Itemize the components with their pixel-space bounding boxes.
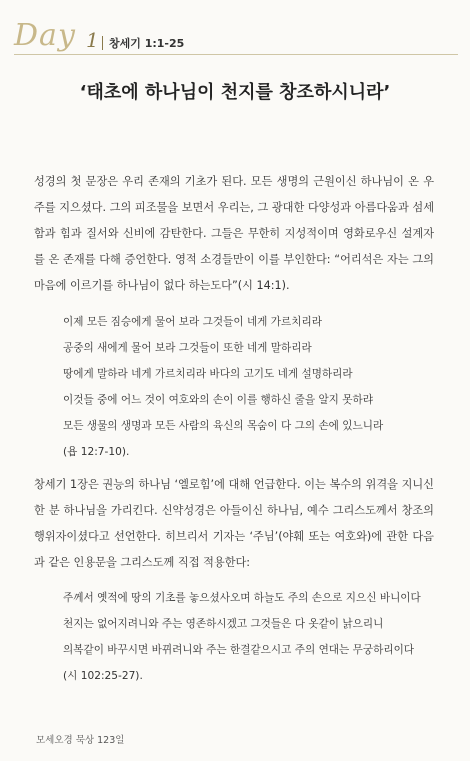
page-title: ‘태초에 하나님이 천지를 창조하시니라’ — [79, 82, 391, 103]
quote-line: 천지는 없어지려니와 주는 영존하시겠고 그것들은 다 옷같이 낡으리니 — [63, 618, 384, 630]
quote-block-1 — [63, 309, 443, 465]
day-label: Day — [14, 18, 76, 53]
quote-block-2 — [63, 585, 443, 689]
header-divider — [102, 36, 103, 50]
quote-citation: (시 102:25-27). — [63, 670, 143, 682]
paragraph-1: 성경의 첫 문장은 우리 존재의 기초가 된다. 모든 생명의 근원이신 하나님이 온 우주를 지으셨다. 그의 피조물을 보면서 우리는, 그 광대한 다양성과 아름다움과 섬세함과 힘과 질서와 신비에 감탄한다. 그들은 무한히 지성적이며 영화로우신 설계자를 온 존재를 다해 증언한다. 영적 소경들만이 이를 부인한다: “어리석은 자는 그의 마음에 이르기를 하나님이 없다 하는도다”(시 14:1). — [34, 175, 434, 292]
quote-line: 이제 모든 짐승에게 물어 보라 그것들이 네게 가르치리라 — [63, 316, 322, 328]
quote-line: 의복같이 바꾸시면 바뀌려니와 주는 한결같으시고 주의 연대는 무궁하리이다 — [63, 644, 415, 656]
day-number: 1 — [86, 28, 99, 52]
quote-line: 모든 생물의 생명과 모든 사람의 육신의 목숨이 다 그의 손에 있느니라 — [63, 420, 384, 432]
quote-line: 공중의 새에게 물어 보라 그것들이 또한 네게 말하리라 — [63, 342, 312, 354]
header-rule — [14, 54, 458, 55]
quote-line: 주께서 옛적에 땅의 기초를 놓으셨사오며 하늘도 주의 손으로 지으신 바니이다 — [63, 592, 421, 604]
paragraph-2: 창세기 1장은 권능의 하나님 ‘엘로힘’에 대해 언급한다. 이는 복수의 위격을 지니신 한 분 하나님을 가리킨다. 신약성경은 아들이신 하나님, 예수 그리스도께서 창조의 행위자이셨다고 선언한다. 히브리서 기자는 ‘주님’(야훼 또는 여호와)에 관한 다음과 같은 인용문을 그리스도께 직접 적용한다: — [34, 478, 434, 569]
page-footer: 모세오경 묵상 123일 — [36, 735, 125, 746]
scripture-reference: 창세기 1:1-25 — [109, 37, 185, 50]
page-header — [0, 0, 470, 70]
quote-line: 이것들 중에 어느 것이 여호와의 손이 이를 행하신 줄을 알지 못하랴 — [63, 394, 373, 406]
quote-citation: (욥 12:7-10). — [63, 446, 130, 458]
quote-line: 땅에게 말하라 네게 가르치리라 바다의 고기도 네게 설명하리라 — [63, 368, 353, 380]
